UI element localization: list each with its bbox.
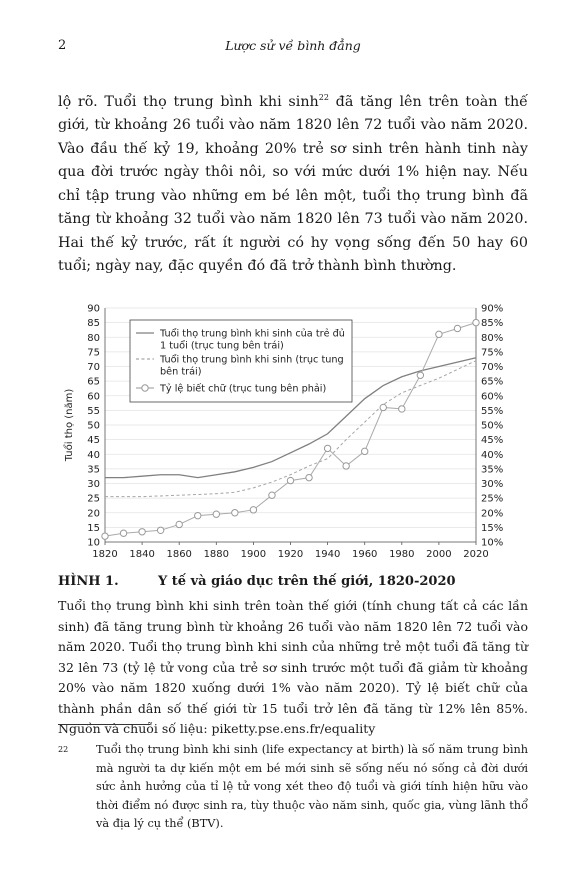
y-tick-label-left: 70 [87,362,100,373]
y-tick-label-right: 15% [481,522,504,534]
series-marker [102,533,108,539]
y-tick-label-left: 80 [87,332,100,344]
series-marker [343,463,349,469]
chart-svg [58,298,528,566]
y-tick-label-left: 25 [87,493,100,505]
y-tick-label-left: 10 [87,537,100,549]
x-tick-label: 2020 [463,549,489,560]
series-marker [362,448,368,454]
y-tick-label-left: 45 [87,435,100,447]
legend-label: Tỷ lệ biết chữ (trục tung bên phải) [160,383,327,395]
y-tick-label-right: 55% [481,405,504,417]
footnote [58,741,528,834]
series-marker [120,530,126,536]
y-tick-label-left: 35 [87,464,100,476]
y-tick-label-right: 20% [481,508,504,520]
y-tick-label-left: 60 [87,391,100,403]
figure-caption: Tuổi thọ trung bình khi sinh trên toàn thế giới (tính chung tất cả các lần sinh) đã tăng trung bình từ khoảng 26 tuổi vào năm 1820 lên 72 tuổi vào năm 2020. Tuổi thọ trung bình khi sinh của những trẻ một tuổi đã tăng từ 32 lên 73 (tỷ lệ tử vong của trẻ sơ sinh trước một tuổi đã giảm từ khoảng 20% vào năm 1820 xuống dưới 1% vào năm 2020). Tỷ lệ biết chữ của thành phần dân số thế giới từ 15 tuổi trở lên đã tăng từ 12% lên 85%. Nguồn và chuỗi số liệu: piketty.pse.ens.fr/equality [58,598,528,736]
series-marker [324,445,330,451]
y-tick-label-left: 30 [87,479,100,490]
legend-marker [142,385,148,391]
y-tick-label-right: 30% [481,479,504,490]
y-tick-label-right: 25% [481,493,504,505]
x-tick-label: 1960 [351,549,378,560]
body-text-part1: lộ rõ. Tuổi thọ trung bình khi sinh [58,93,319,110]
y-tick-label-right: 35% [481,464,504,476]
y-tick-label-right: 40% [481,449,504,461]
y-tick-label-left: 40 [87,449,100,461]
y-tick-label-left: 90 [87,303,100,315]
y-tick-label-right: 90% [481,303,504,315]
series-marker [195,512,201,518]
y-tick-label-right: 80% [481,332,504,344]
y-tick-label-left: 75 [87,347,100,359]
series-marker [269,492,275,498]
y-tick-label-right: 60% [481,391,504,403]
series-marker [306,474,312,480]
x-tick-label: 1880 [203,549,230,560]
page-header [58,38,528,58]
footnote-reference[interactable]: 22 [318,93,329,102]
x-tick-label: 1920 [277,549,304,560]
y-tick-label-left: 65 [87,376,100,388]
x-tick-label: 2000 [426,549,452,560]
figure-title-text: Y tế và giáo dục trên thế giới, 1820-2020 [158,574,456,589]
x-tick-label: 1980 [389,549,415,560]
running-title: Lược sử về bình đẳng [225,38,361,53]
y-tick-label-right: 85% [481,318,504,330]
series-marker [380,404,386,410]
series-marker [454,325,460,331]
footnote-text: Tuổi thọ trung bình khi sinh (life expectancy at birth) là số năm trung bình mà người ta dự kiến một em bé mới sinh sẽ sống nếu nó sống cả đời dưới sức ảnh hưởng của tỉ lệ tử vong xét theo độ tuổi và giới tính hiện hữu vào thời điểm nó được sinh ra, tùy thuộc vào năm sinh, quốc gia, vùng lãnh thổ và địa lý cụ thể (BTV). [96,743,528,830]
legend-label: 1 tuổi (trục tung bên trái) [160,340,284,352]
y-tick-label-right: 75% [481,347,504,359]
series-marker [176,521,182,527]
y-tick-label-right: 45% [481,435,504,447]
series-marker [473,319,479,325]
legend-label: Tuổi thọ trung bình khi sinh (trục tung [160,354,344,366]
y-tick-label-right: 10% [481,537,504,549]
x-tick-label: 1860 [166,549,192,560]
y-tick-label-left: 85 [87,318,100,330]
series-marker [232,510,238,516]
y-tick-label-left: 55 [87,405,100,417]
series-marker [436,331,442,337]
y-tick-label-left: 20 [87,508,100,520]
y-tick-label-left: 15 [87,522,100,534]
page-number: 2 [58,38,67,53]
life-expectancy-literacy-chart [58,298,528,566]
y-tick-label-right: 70% [481,362,504,373]
body-paragraph [58,86,528,279]
series-marker [139,529,145,535]
series-marker [213,511,219,517]
body-text-part2: đã tăng lên trên toàn thế giới, từ khoảng 26 tuổi vào năm 1820 lên 72 tuổi vào năm 2020. Vào đầu thế kỷ 19, khoảng 20% trẻ sơ sinh trên hành tinh này qua đời trước ngày thôi nôi, so với mức dưới 1% hiện nay. Nếu chỉ tập trung vào những em bé lên một, tuổi thọ trung bình đã tăng từ khoảng 32 tuổi vào năm 1820 lên 73 tuổi vào năm 2020. Hai thế kỷ trước, rất ít người có hy vọng sống đến 50 hay 60 tuổi; ngày nay, đặc quyền đó đã trở thành bình thường. [58,93,528,275]
y-tick-label-left: 50 [87,420,100,432]
series-marker [250,507,256,513]
series-marker [287,477,293,483]
legend-label: Tuổi thọ trung bình khi sinh của trẻ đủ [160,328,345,340]
footnote-divider [58,724,150,725]
series-marker [399,406,405,412]
figure-title [58,574,528,589]
x-tick-label: 1820 [92,549,118,560]
series-marker [417,372,423,378]
footnote-mark: 22 [58,745,69,754]
x-tick-label: 1900 [240,549,267,560]
x-tick-label: 1940 [314,549,341,560]
figure-label: HÌNH 1. [58,574,119,589]
series-marker [157,527,163,533]
y-tick-label-right: 65% [481,376,504,388]
x-tick-label: 1840 [129,549,155,560]
y-axis-title: Tuổi thọ (năm) [64,388,75,462]
legend-label: bên trái) [160,366,202,378]
y-tick-label-right: 50% [481,420,504,432]
